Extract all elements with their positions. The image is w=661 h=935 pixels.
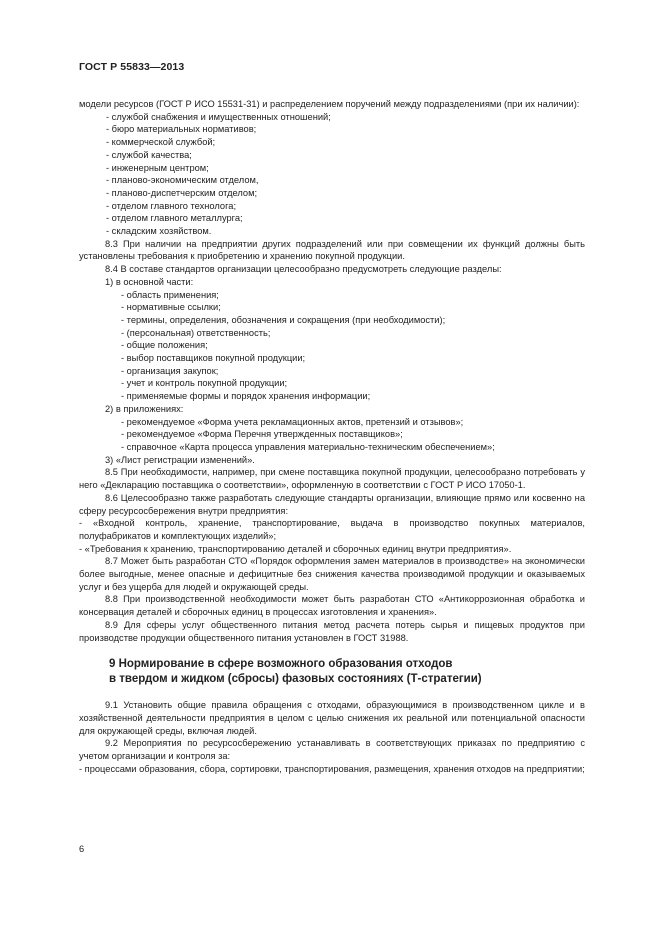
page-body xyxy=(79,98,585,775)
paragraph-8-4: 8.4 В составе стандартов организации целесообразно предусмотреть следующие разделы: xyxy=(105,264,502,275)
paragraph-8-9: 8.9 Для сферы услуг общественного питания метод расчета потерь сырья и пищевых продуктов при производстве продукции общественного питания установлен в ГОСТ 31988. xyxy=(79,619,585,643)
paragraph-8-5: 8.5 При необходимости, например, при смене поставщика покупной продукции, целесообразно потребовать у него «Декларацию поставщика о соответствии», оформленную в соответствии с ГОСТ Р ИСО 17050-1. xyxy=(79,467,585,491)
appendices-list xyxy=(79,416,585,454)
list-item: - планово-диспетчерским отделом; xyxy=(106,187,258,198)
paragraph-8-8: 8.8 При производственной необходимости может быть разработан СТО «Антикоррозионная обработка и консервация деталей и сборочных единиц в процессах изготовления и хранения». xyxy=(79,594,585,618)
list-item: - справочное «Карта процесса управления материально-техническим обеспечением»; xyxy=(121,441,495,452)
list-item: - службой снабжения и имущественных отношений; xyxy=(106,111,331,122)
list-item: - бюро материальных нормативов; xyxy=(106,124,257,135)
list-item: - коммерческой службой; xyxy=(106,137,216,148)
list-item: - применяемые формы и порядок хранения информации; xyxy=(121,391,371,402)
page-number: 6 xyxy=(79,844,85,854)
section-heading-line: в твердом и жидком (сбросы) фазовых состояниях (Т-стратегии) xyxy=(109,673,482,686)
list-item: - рекомендуемое «Форма учета рекламационных актов, претензий и отзывов»; xyxy=(121,416,464,427)
services-list xyxy=(79,111,585,238)
paragraph-8-6: 8.6 Целесообразно также разработать следующие стандарты организации, влияющие прямо или косвенно на сферу ресурсосбережения внутри предприятия: xyxy=(79,492,585,516)
change-registration-item: 3) «Лист регистрации изменений». xyxy=(105,454,255,465)
main-parts-list xyxy=(79,289,585,403)
list-item: - нормативные ссылки; xyxy=(121,302,221,313)
list-item: - инженерным центром; xyxy=(106,162,209,173)
list-item: - «Требования к хранению, транспортированию деталей и сборочных единиц внутри предприятия». xyxy=(79,543,512,554)
paragraph-8-3: 8.3 При наличии на предприятии других подразделений или при совмещении их функций должны быть установлены требования к приобретению и хранению покупной продукции. xyxy=(79,238,585,262)
list-item: - «Входной контроль, хранение, транспортирование, выдача в производство покупных материалов, полуфабрикатов и комплектующих изделий»; xyxy=(79,518,585,541)
list-item: - (персональная) ответственность; xyxy=(121,327,271,338)
list-item: - область применения; xyxy=(121,289,219,300)
paragraph-8-7: 8.7 Может быть разработан СТО «Порядок оформления замен материалов в производстве» на экономически более выгодные, менее опасные и дефицитные без снижения качества производимой продукции и оказываемых услуг и без ущерба для людей и окружающей среды. xyxy=(79,556,585,592)
paragraph-9-1: 9.1 Установить общие правила обращения с отходами, образующимися в производственном цикле и в хозяйственной деятельности предприятия в целом с целью снижения их реальной или потенциальной опасности для окружающей среды, включая людей. xyxy=(79,700,585,736)
main-parts-label: 1) в основной части: xyxy=(105,276,194,287)
list-item: - общие положения; xyxy=(121,340,208,351)
list-item: - рекомендуемое «Форма Перечня утвержденных поставщиков»; xyxy=(121,429,403,440)
list-item: - планово-экономическим отделом, xyxy=(106,175,259,186)
list-item: - учет и контроль покупной продукции; xyxy=(121,378,288,389)
list-item: - организация закупок; xyxy=(121,365,219,376)
section-heading-line: 9 Нормирование в сфере возможного образования отходов xyxy=(109,658,453,671)
document-code-header: ГОСТ Р 55833—2013 xyxy=(79,61,185,73)
paragraph-resource-models: модели ресурсов (ГОСТ Р ИСО 15531-31) и распределением поручений между подразделениями (при их наличии): xyxy=(79,99,580,109)
list-item: - выбор поставщиков покупной продукции; xyxy=(121,353,306,364)
section-9-heading xyxy=(79,657,585,687)
list-item: - складским хозяйством. xyxy=(106,226,212,237)
list-item: - отделом главного технолога; xyxy=(106,200,237,211)
list-item: - термины, определения, обозначения и сокращения (при необходимости); xyxy=(121,314,446,325)
list-item: - отделом главного металлурга; xyxy=(106,213,243,224)
appendices-label: 2) в приложениях: xyxy=(105,403,184,414)
list-item: - службой качества; xyxy=(106,149,192,160)
paragraph-9-2: 9.2 Мероприятия по ресурсосбережению устанавливать в соответствующих приказах по предприятию с учетом организации и контроля за: xyxy=(79,738,585,762)
list-item: - процессами образования, сбора, сортировки, транспортирования, размещения, хранения отходов на предприятии; xyxy=(79,763,585,774)
